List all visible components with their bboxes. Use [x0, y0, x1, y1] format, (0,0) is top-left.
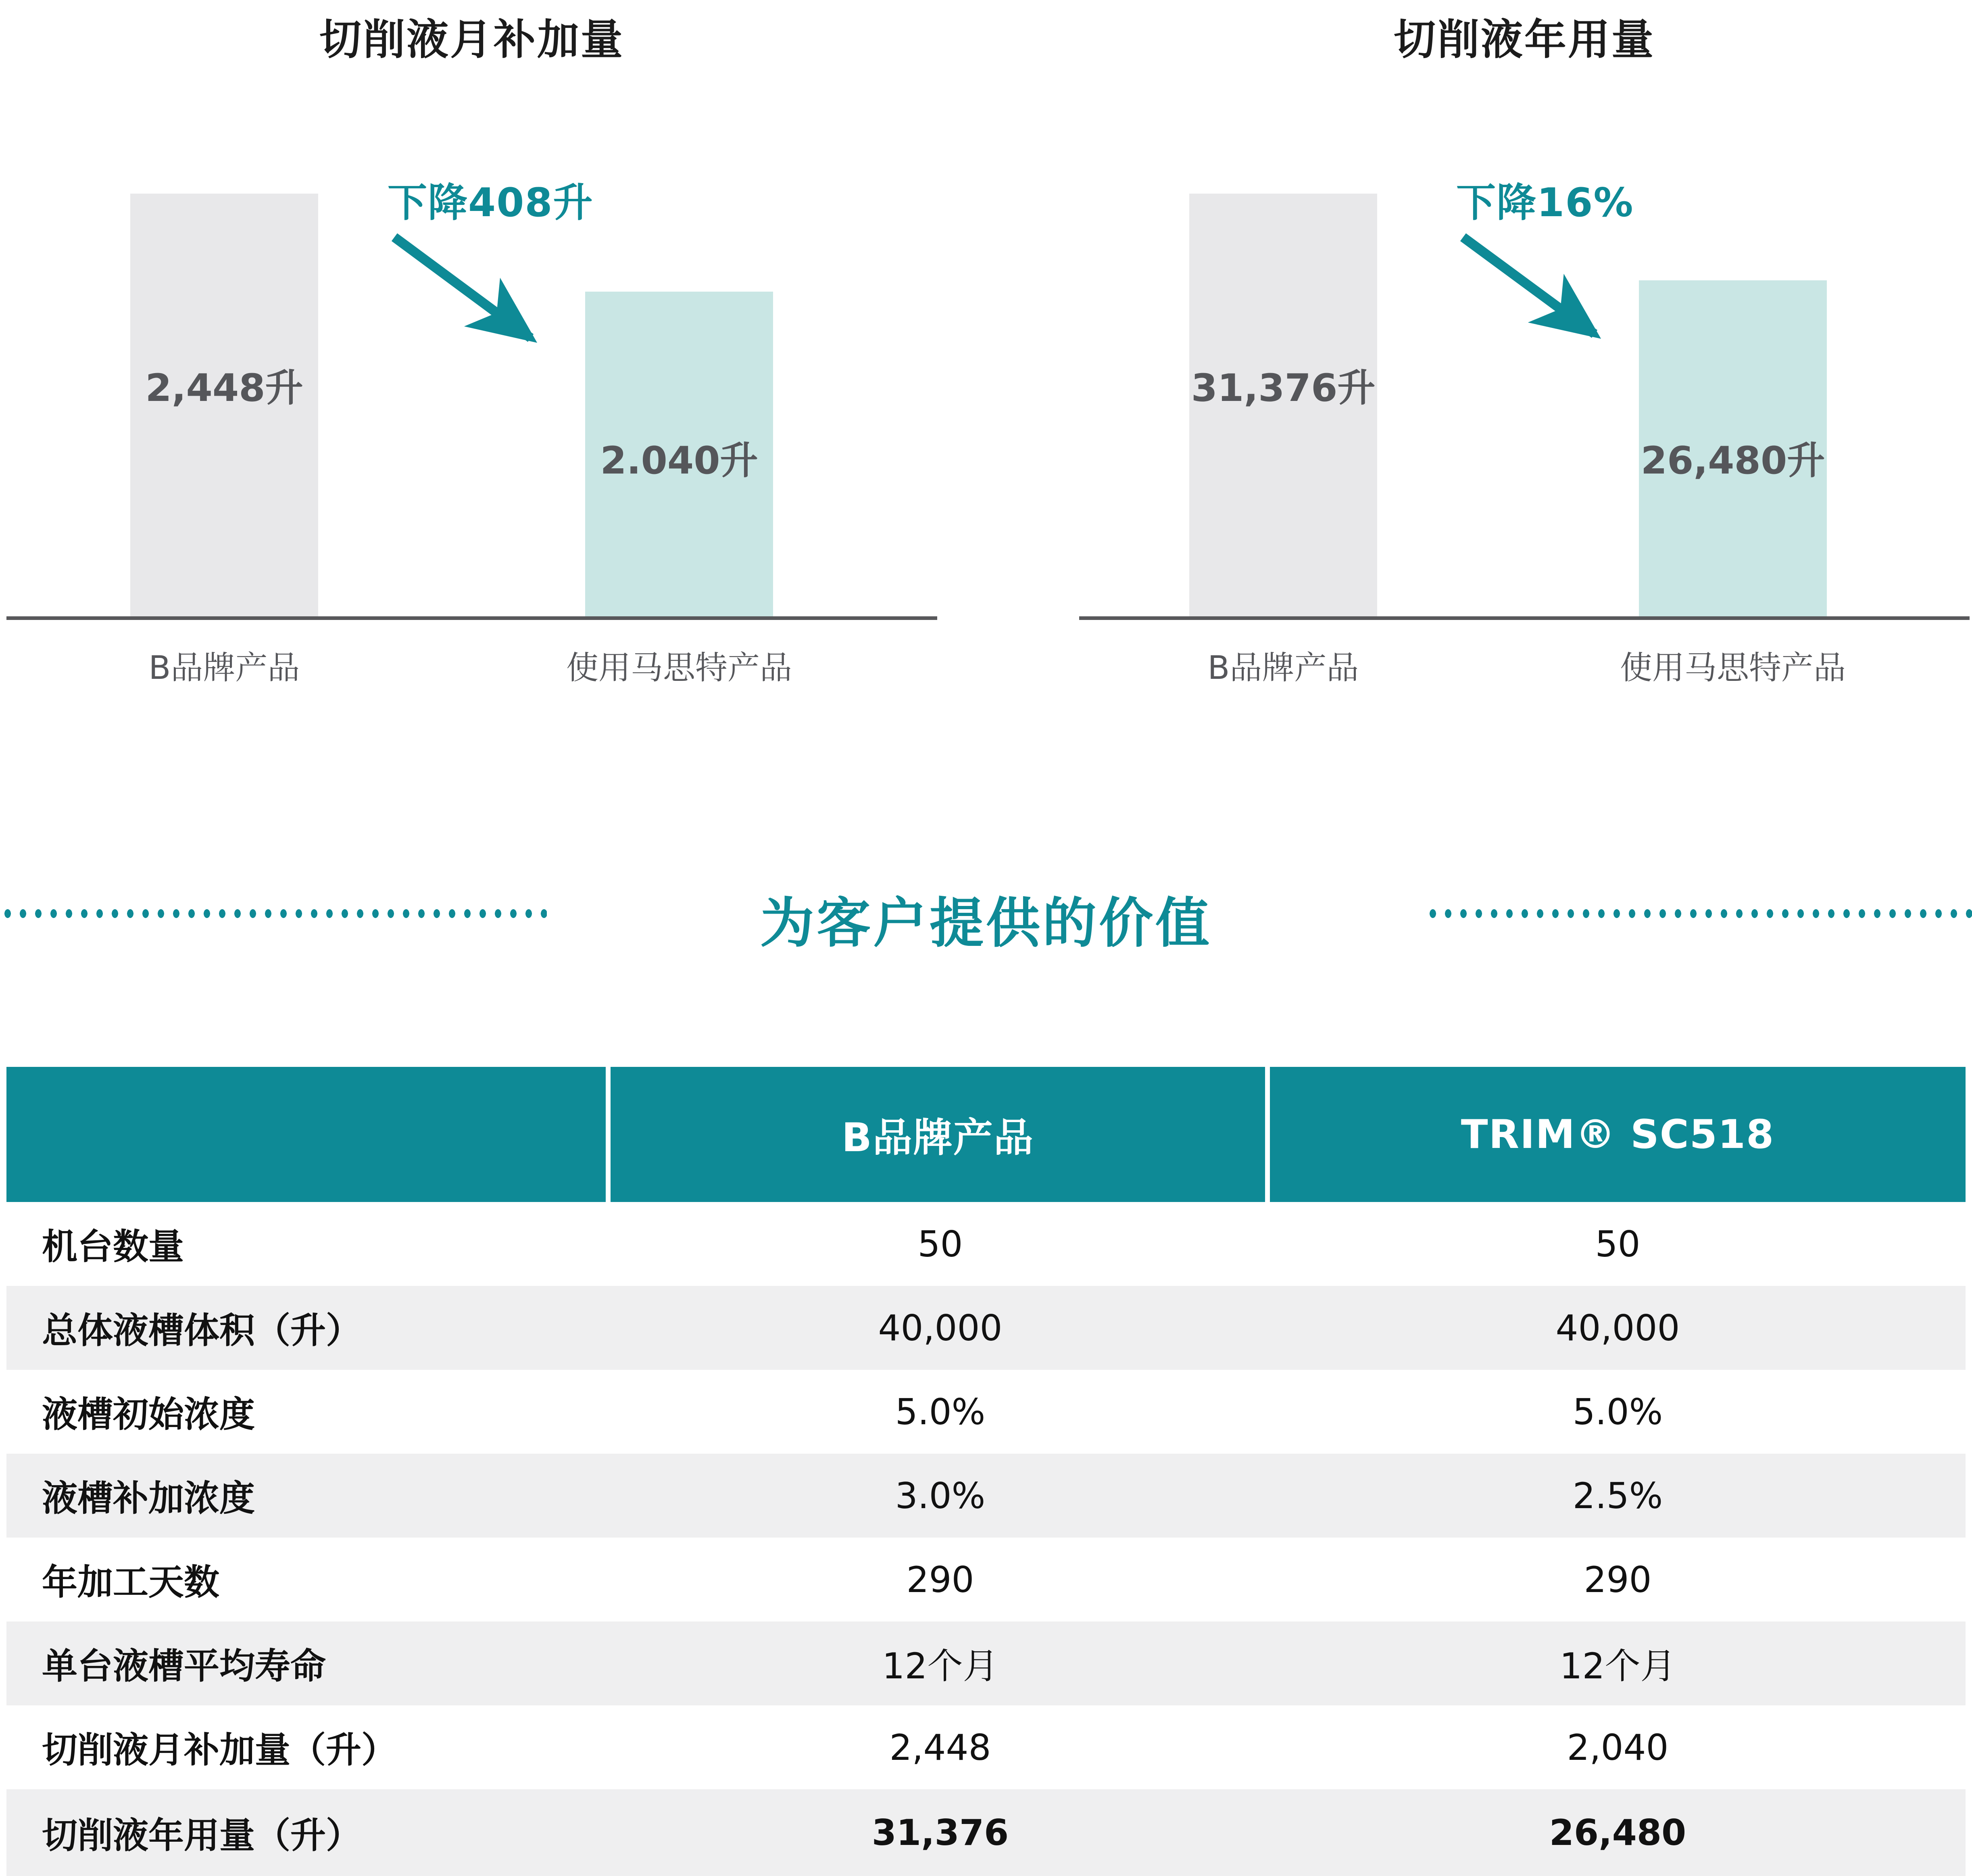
decrease-annotation: 下降16%	[1456, 180, 1634, 226]
row-label: 切削液月补加量（升）	[42, 1729, 397, 1771]
x-axis	[6, 616, 937, 620]
dotted-divider-right	[1425, 907, 1972, 920]
bar-value-label: 2.040升	[600, 439, 758, 483]
table-header-brand-b: B品牌产品	[611, 1067, 1265, 1202]
decrease-annotation: 下降408升	[388, 180, 594, 226]
row-value: 31,376	[871, 1812, 1009, 1853]
row-value: 2,448	[889, 1726, 991, 1768]
chart-title: 切削液月补加量	[319, 15, 624, 64]
row-value: 40,000	[878, 1307, 1003, 1349]
table-header-trim-sc518: TRIM® SC518	[1270, 1067, 1966, 1202]
row-value: 12个月	[882, 1645, 999, 1687]
table-header-empty	[6, 1067, 606, 1202]
table-row	[6, 1286, 1966, 1370]
x-axis-label: 使用马思特产品	[566, 649, 792, 687]
table-row	[6, 1621, 1966, 1705]
row-value: 3.0%	[895, 1475, 986, 1517]
table-row	[6, 1705, 1966, 1789]
table-header-row	[6, 1067, 1966, 1202]
table-row	[6, 1202, 1966, 1286]
x-axis	[1079, 616, 1970, 620]
row-value: 290	[1584, 1559, 1652, 1601]
row-label: 年加工天数	[42, 1561, 220, 1603]
row-label: 液槽初始浓度	[42, 1394, 255, 1435]
customer-value-table	[6, 1067, 1966, 1876]
row-value: 40,000	[1555, 1307, 1680, 1349]
table-row	[6, 1538, 1966, 1621]
row-label: 机台数量	[42, 1226, 184, 1267]
row-value: 50	[917, 1223, 963, 1265]
row-label: 切削液年用量（升）	[42, 1814, 362, 1856]
section-title: 为客户提供的价值	[760, 892, 1212, 955]
row-value: 12个月	[1559, 1645, 1676, 1687]
row-value: 5.0%	[1572, 1391, 1663, 1433]
bar-value-label: 2,448升	[145, 366, 303, 410]
row-value: 290	[906, 1559, 974, 1601]
bar-value-label: 31,376升	[1191, 366, 1376, 410]
bar-value-label: 26,480升	[1641, 439, 1825, 483]
row-value: 26,480	[1549, 1812, 1686, 1853]
row-value: 5.0%	[895, 1391, 986, 1433]
x-axis-label: B品牌产品	[148, 649, 300, 687]
table-row	[6, 1789, 1966, 1876]
x-axis-label: B品牌产品	[1207, 649, 1359, 687]
row-label: 总体液槽体积（升）	[42, 1310, 362, 1351]
row-value: 2,040	[1567, 1726, 1669, 1768]
table-row	[6, 1370, 1966, 1454]
row-value: 2.5%	[1572, 1475, 1663, 1517]
row-label: 液槽补加浓度	[42, 1477, 255, 1519]
chart-title: 切削液年用量	[1393, 15, 1655, 64]
x-axis-label: 使用马思特产品	[1620, 649, 1846, 687]
monthly-topup-chart	[6, 0, 937, 718]
row-value: 50	[1595, 1223, 1641, 1265]
row-label: 单台液槽平均寿命	[42, 1645, 326, 1687]
annual-usage-chart	[1079, 0, 1970, 718]
table-row	[6, 1454, 1966, 1538]
